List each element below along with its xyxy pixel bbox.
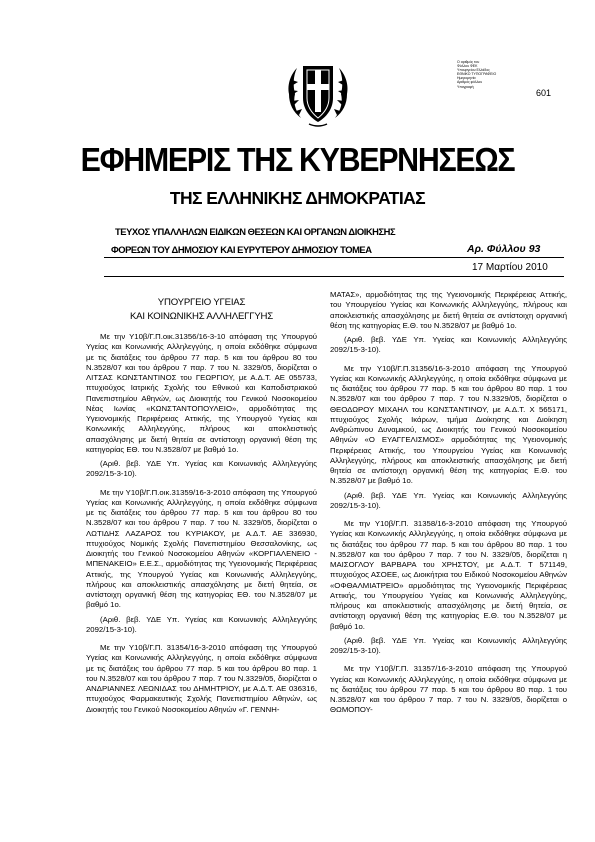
stamp-line: Αριθμός φύλλου bbox=[457, 80, 483, 85]
decision-paragraph-continued: ΜΑΤΑΣ», αρμοδιότητας της της Υγειονομικής Περιφέρειας Αττικής, του Υπουργείου Υγείας και Κοινωνικής Αλληλεγγύης, πλήρους και αποκλειστικής απασχόλησης με διετή θητεία σε αντίστοιχη οργανική θέση της κατηγορίας Ε.Θ. του Ν.3528/07 με βαθμό 1ο. bbox=[330, 290, 567, 330]
gazette-subtitle: ΤΗΣ ΕΛΛΗΝΙΚΗΣ ΔΗΜΟΚΡΑΤΙΑΣ bbox=[169, 188, 426, 208]
ministry-heading bbox=[86, 296, 317, 324]
decision-paragraph: Με την Υ10β/Γ.Π.οικ.31359/16-3-2010 απόφαση της Υπουργού Υγείας και Κοινωνικής Αλληλεγγύης, η οποία εκδόθηκε σύμφωνα με τις διατάξεις του άρθρου 77 παρ. 5 και του άρθρου 80 του Ν.3528/07 και του άρθρου 7 παρ. 7 του Ν. 3329/05, διορίζεται ο ΛΩΤΙΔΗΣ ΛΑΖΑΡΟΣ του ΚΥΡΙΑΚΟΥ, με Α.Δ.Τ. ΑΕ 336930, πτυχιούχος Νομικής Σχολής Πανεπιστημίου Θεσσαλονίκης, ως Διοικητής του Γενικού Νοσοκομείου Αθηνών «ΚΟΡΓΙΑΛΕΝΕΙΟ - ΜΠΕΝΑΚΕΙΟ» Ε.Ε.Σ., αρμοδιότητας της Υγειονομικής Περιφέρειας Αττικής, της Υπουργού Υγείας και Κοινωνικής Αλληλεγγύης, πλήρους και αποκλειστικής απασχόλησης με διετή θητεία, σε αντίστοιχη οργανική θέση της κατηγορίας ΕΘ. του Ν.3528/07 με βαθμό 1ο. bbox=[86, 487, 317, 610]
decision-paragraph: Με την Υ10β/Γ.Π.31356/16-3-2010 απόφαση της Υπουργού Υγείας και Κοινωνικής Αλληλεγγύης, η οποία εκδόθηκε σύμφωνα με τις διατάξεις του άρθρου 77 παρ. 5 και του άρθρου 80 παρ. 1 του Ν.3528/07 και του άρθρου 7 παρ. 7 του Ν.3329/05, διορίζεται ο ΘΕΟΔΩΡΟΥ ΜΙΧΑΗΛ του ΚΩΝΣΤΑΝΤΙΝΟΥ, με Α.Δ.Τ. Χ 565171, πτυχιούχος Σχολής Ικάρων, τμήμα Διοίκησης και Διοίκηση Ανθρώπινου Δυναμικού, ως Διοικητής του Γενικού Νοσοκομείου Αθηνών «Ο ΕΥΑΓΓΕΛΙΣΜΟΣ» αρμοδιότητας της Υγειονομικής Περιφέρειας Αττικής, του Υπουργείου Υγείας και Κοινωνικής Αλληλεγγύης, πλήρους και αποκλειστικής απασχόλησης με διετή θητεία σε αντίστοιχη οργανική θέση της κατηγορίας Ε.Θ. του Ν.3528/07 με βαθμό 1ο. bbox=[330, 363, 567, 486]
left-column bbox=[86, 290, 317, 719]
stamp-line: Υπουργείου Ελλάδος bbox=[457, 68, 490, 73]
header-rule-top bbox=[104, 257, 564, 258]
decision-paragraph: Με την Υ10β/Γ.Π.οικ.31356/16-3-10 απόφαση της Υπουργού Υγείας και Κοινωνικής Αλληλεγγύης, η οποία εκδόθηκε σύμφωνα με τις διατάξεις του άρθρου 77 παρ. 5 και του άρθρου 80 του Ν.3528/07 και του άρθρου 7 παρ. 7 του Ν. 3329/05, διορίζεται ο ΛΙΤΣΑΣ ΚΩΝΣΤΑΝΤΙΝΟΣ του ΓΕΩΡΓΙΟΥ, με Α.Δ.Τ. ΑΕ 055733, πτυχιούχος Ιατρικής Σχολής του Εθνικού και Καποδιστριακού Πανεπιστημίου Αθηνών, ως Διοικητής του Γενικού Νοσοκομείου Νέας Ιωνίας «ΚΩΝΣΤΑΝΤΟΠΟΥΛΕΙΟ», αρμοδιότητας της Υγειονομικής Περιφέρειας Αττικής, της Υπουργού Υγείας και Κοινωνικής Αλληλεγγύης, πλήρους και αποκλειστικής απασχόλησης με διετή θητεία σε αντίστοιχη οργανική θέση της κατηγορίας ΕΘ. του Ν.3528/07 με βαθμό 1ο. bbox=[86, 332, 317, 454]
stamp-line: Φύλλου ΦΕΚ bbox=[457, 64, 478, 69]
approval-note: (Αριθ. βεβ. ΥΔΕ Υπ. Υγείας και Κοινωνικής Αλληλεγγύης 2092/15-3-10). bbox=[330, 490, 567, 510]
stamp-line: Ημερομηνία bbox=[457, 76, 476, 81]
decision-paragraph: Με την Υ10β/Γ.Π. 31358/16-3-2010 απόφαση της Υπουργού Υγείας και Κοινωνικής Αλληλεγγύης, η οποία εκδόθηκε σύμφωνα με τις διατάξεις του άρθρου 77 παρ. 5 και του άρθρου 80 παρ. 1 του Ν.3528/07 και του άρθρου 7 παρ. 7 του Ν. 3329/05, διορίζεται η ΜΑΙΣΟΓΛΟΥ ΒΑΡΒΑΡΑ του ΧΡΗΣΤΟΥ, με Α.Δ.Τ. Τ 571149, πτυχιούχος ΑΣΟΕΕ, ως Διοικήτρια του Ειδικού Νοσοκομείου Αθηνών «ΟΦΘΑΛΜΙΑΤΡΕΙΟ» αρμοδιότητας της Υγειονομικής Περιφέρειας Αττικής, του Υπουργείου Υγείας και Κοινωνικής Αλληλεγγύης, πλήρους και αποκλειστικής απασχόλησης με διετή θητεία, σε αντίστοιχη οργανική θέση της κατηγορίας Ε.Θ. του Ν.3528/07 με βαθμό 1ο. bbox=[330, 519, 567, 631]
page-number: 601 bbox=[536, 88, 552, 98]
approval-note: (Αριθ. βεβ. ΥΔΕ Υπ. Υγείας και Κοινωνικής Αλληλεγγύης 2092/15-3-10). bbox=[86, 614, 317, 634]
approval-note: (Αριθ. βεβ. ΥΔΕ Υπ. Υγείας και Κοινωνικής Αλληλεγγύης 2092/15-3-10). bbox=[330, 635, 567, 655]
issue-date: 17 Μαρτίου 2010 bbox=[472, 262, 548, 273]
ministry-heading-line-2: ΚΑΙ ΚΟΙΝΩΝΙΚΗΣ ΑΛΛΗΛΕΓΓΥΗΣ bbox=[129, 311, 274, 322]
issue-series-line-1: ΤΕΥΧΟΣ ΥΠΑΛΛΗΛΩΝ ΕΙΔΙΚΩΝ ΘΕΣΕΩΝ ΚΑΙ ΟΡΓΑΝΩΝ ΔΙΟΙΚΗΣΗΣ bbox=[115, 226, 396, 237]
issue-series-line-2: ΦΟΡΕΩΝ ΤΟΥ ΔΗΜΟΣΙΟΥ ΚΑΙ ΕΥΡΥΤΕΡΟΥ ΔΗΜΟΣΙΟΥ ΤΟΜΕΑ bbox=[111, 244, 372, 255]
coat-of-arms-icon bbox=[283, 58, 353, 128]
sheet-number: Αρ. Φύλλου 93 bbox=[467, 243, 541, 255]
approval-note: (Αριθ. βεβ. ΥΔΕ Υπ. Υγείας και Κοινωνικής Αλληλεγγύης 2092/15-3-10). bbox=[330, 335, 567, 355]
digital-signature-stamp bbox=[457, 60, 519, 89]
stamp-line: Ο αριθμός του bbox=[457, 60, 480, 64]
ministry-heading-line-1: ΥΠΟΥΡΓΕΙΟ ΥΓΕΙΑΣ bbox=[157, 297, 246, 308]
gazette-title: ΕΦΗΜΕΡΙΣ ΤΗΣ ΚΥΒΕΡΝΗΣΕΩΣ bbox=[80, 141, 515, 178]
decision-paragraph: Με την Υ10β/Γ.Π. 31357/16-3-2010 απόφαση της Υπουργού Υγείας και Κοινωνικής Αλληλεγγύης, η οποία εκδόθηκε σύμφωνα με τις διατάξεις του άρθρου 77 παρ. 5 και του άρθρου 80 παρ. 1 του Ν.3528/07 και του άρθρου 7 παρ. 7 του Ν. 3329/05, διορίζεται ο ΘΩΜΟΠΟΥ- bbox=[330, 664, 567, 715]
stamp-line: ΕΘΝΙΚΟ ΤΥΠΟΓΡΑΦΕΙΟ bbox=[457, 72, 497, 77]
header-rule-bottom bbox=[104, 276, 564, 277]
right-column bbox=[330, 290, 567, 720]
decision-paragraph: Με την Υ10β/Γ.Π. 31354/16-3-2010 απόφαση της Υπουργού Υγείας και Κοινωνικής Αλληλεγγύης, η οποία εκδόθηκε σύμφωνα με τις διατάξεις του άρθρου 77 παρ. 5 και του άρθρου 80 παρ. 1 του Ν.3528/07 και του άρθρου 7 παρ. 7 του Ν.3329/05, διορίζεται ο ΑΝΔΡΙΑΝΝΕΣ ΛΕΩΝΙΔΑΣ του ΔΗΜΗΤΡΙΟΥ, με Α.Δ.Τ. ΑΕ 036316, πτυχιούχος Φαρμακευτικής Σχολής Πανεπιστημίου Αθηνών, ως Διοικητής του Γενικού Νοσοκομείου Αθηνών «Γ. ΓΕΝΝΗ- bbox=[86, 643, 317, 714]
approval-note: (Αριθ. βεβ. ΥΔΕ Υπ. Υγείας και Κοινωνικής Αλληλεγγύης 2092/15-3-10). bbox=[86, 459, 317, 479]
stamp-line: Υπογραφή bbox=[457, 84, 474, 89]
